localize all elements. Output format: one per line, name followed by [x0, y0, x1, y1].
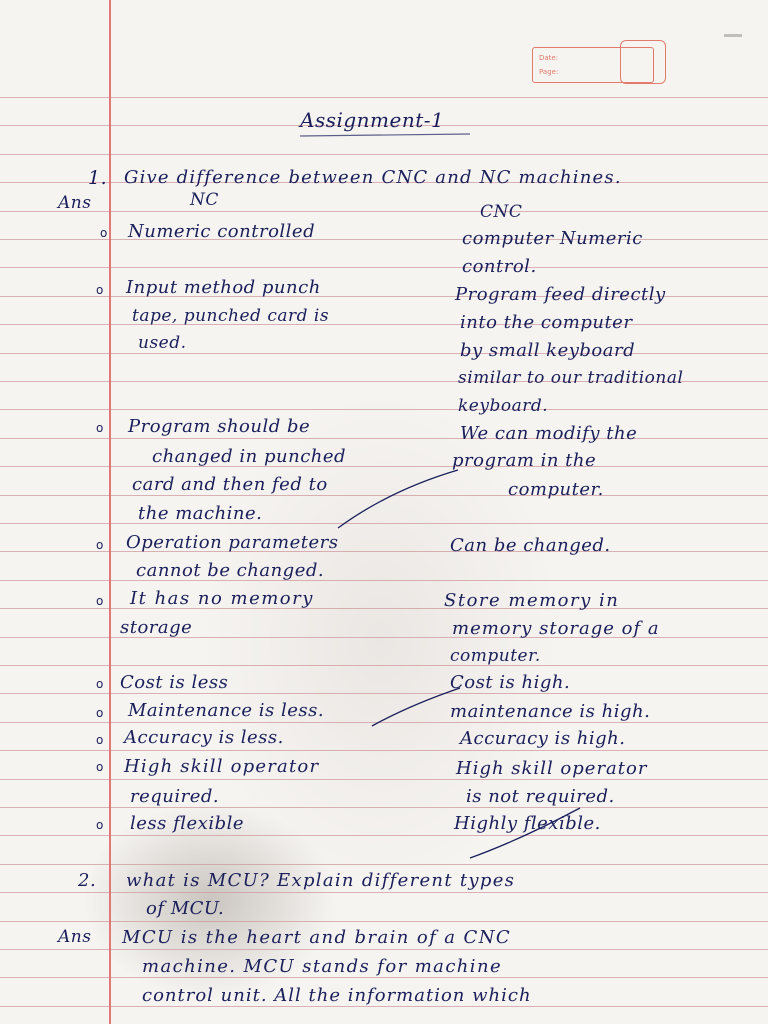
q2-answer-line-2: machine. MCU stands for machine [142, 956, 502, 977]
cnc-row-5-line-1: Store memory in [444, 590, 620, 611]
cnc-row-9-line-1: High skill operator [456, 758, 648, 779]
cnc-row-4-line-1: Can be changed. [450, 535, 611, 556]
bullet-icon: o [100, 226, 108, 240]
nc-row-9-line-2: required. [130, 786, 220, 807]
cnc-row-1-line-2: control. [462, 256, 537, 277]
q1-number: 1. [88, 167, 108, 189]
nc-row-9-line-1: High skill operator [124, 756, 320, 777]
nc-row-3-line-1: Program should be [128, 416, 311, 437]
cnc-row-2-line-5: keyboard. [458, 396, 549, 416]
bullet-icon: o [96, 538, 104, 552]
nc-row-2-line-3: used. [138, 333, 187, 353]
nc-row-5-line-2: storage [120, 617, 193, 638]
q2-answer-line-3: control unit. All the information which [142, 985, 532, 1006]
nc-row-1-line-1: Numeric controlled [128, 221, 316, 242]
q2-ans-label: Ans [58, 927, 92, 947]
connector-stroke-row-7 [372, 688, 460, 726]
cnc-row-2-line-2: into the computer [460, 312, 633, 333]
q1-ans-label: Ans [58, 193, 92, 213]
q2-answer-line-1: MCU is the heart and brain of a CNC [122, 927, 512, 948]
cnc-row-3-line-1: We can modify the [460, 423, 638, 444]
cnc-row-5-line-3: computer. [450, 646, 541, 666]
cnc-row-9-line-2: is not required. [466, 786, 615, 807]
bullet-icon: o [96, 760, 104, 774]
nc-row-3-line-4: the machine. [138, 503, 263, 524]
cnc-row-3-line-3: computer. [508, 479, 604, 500]
nc-row-2-line-2: tape, punched card is [132, 306, 330, 326]
page-title: Assignment-1 [300, 108, 445, 132]
connector-stroke-row-3 [338, 470, 458, 528]
nc-row-2-line-1: Input method punch [126, 277, 321, 298]
nc-row-3-line-2: changed in punched [152, 446, 347, 467]
bullet-icon: o [96, 677, 104, 691]
nc-row-6-line-1: Cost is less [120, 672, 229, 693]
q1-question: Give difference between CNC and NC machines. [124, 167, 622, 188]
cnc-row-2-line-3: by small keyboard [460, 340, 636, 361]
column-header-cnc: CNC [480, 202, 523, 222]
bullet-icon: o [96, 594, 104, 608]
cnc-row-8-line-1: Accuracy is high. [460, 728, 626, 749]
cnc-row-5-line-2: memory storage of a [452, 618, 660, 639]
nc-row-5-line-1: It has no memory [130, 588, 314, 609]
nc-row-4-line-1: Operation parameters [126, 532, 339, 553]
bullet-icon: o [96, 733, 104, 747]
date-label: Date: [539, 54, 559, 62]
nc-row-3-line-3: card and then fed to [132, 474, 328, 495]
cnc-row-2-line-4: similar to our traditional [458, 368, 684, 388]
bullet-icon: o [96, 818, 104, 832]
page-label: Page: [539, 68, 559, 76]
cnc-row-3-line-2: program in the [452, 450, 597, 471]
cnc-row-1-line-1: computer Numeric [462, 228, 643, 249]
nc-row-4-line-2: cannot be changed. [136, 560, 325, 581]
connector-stroke-row-10 [470, 808, 580, 858]
cnc-row-7-line-1: maintenance is high. [450, 701, 651, 722]
bullet-icon: o [96, 283, 104, 297]
q2-question-line-1: what is MCU? Explain different types [126, 870, 516, 891]
nc-row-7-line-1: Maintenance is less. [128, 700, 325, 721]
q2-number: 2. [78, 870, 97, 891]
nc-row-10-line-1: less flexible [130, 813, 245, 834]
bullet-icon: o [96, 421, 104, 435]
bullet-icon: o [96, 706, 104, 720]
nc-row-8-line-1: Accuracy is less. [124, 727, 284, 748]
column-header-nc: NC [190, 190, 219, 210]
cnc-row-10-line-1: Highly flexible. [454, 813, 601, 834]
q2-question-line-2: of MCU. [146, 898, 225, 919]
cnc-row-6-line-1: Cost is high. [450, 672, 571, 693]
cnc-row-2-line-1: Program feed directly [455, 284, 666, 305]
title-underline [300, 134, 470, 136]
